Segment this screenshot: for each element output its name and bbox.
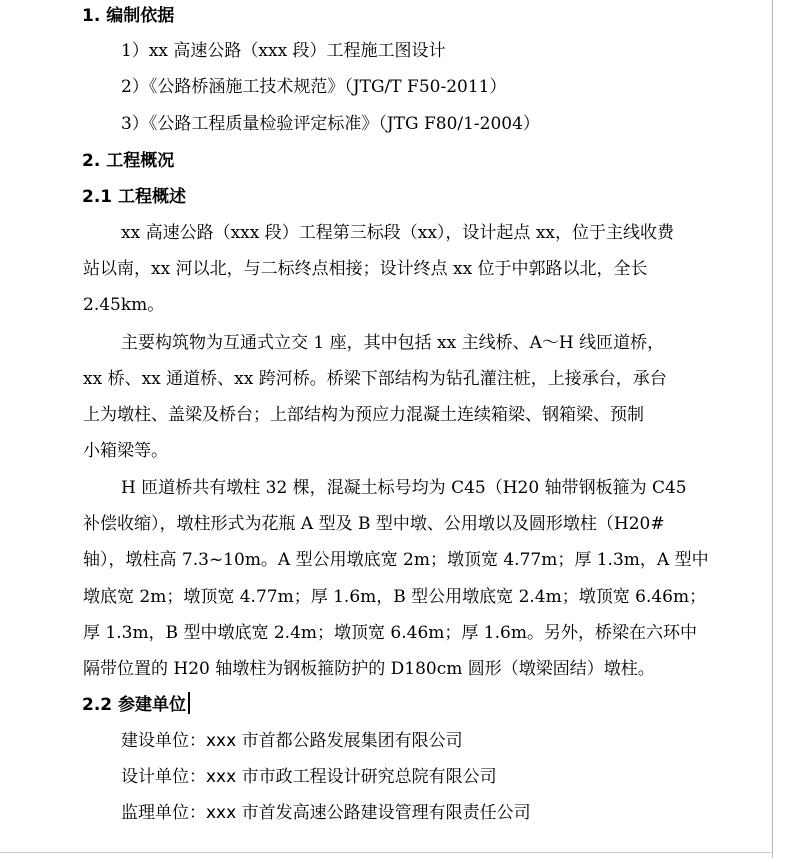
- piers-line-5: 厚 1.3m，B 型中墩底宽 2.4m；墩顶宽 6.46m；厚 1.6m。另外，桥梁在六环中: [83, 623, 697, 643]
- unit-designer: 设计单位：xxx 市市政工程设计研究总院有限公司: [121, 767, 497, 787]
- piers-line-6: 隔带位置的 H20 轴墩柱为钢板箍防护的 D180cm 圆形（墩梁固结）墩柱。: [83, 659, 655, 679]
- piers-line-3: 轴），墩柱高 7.3~10m。A 型公用墩底宽 2m；墩顶宽 4.77m；厚 1.3m，A 型中: [83, 550, 709, 570]
- structures-line-3: 上为墩柱、盖梁及桥台；上部结构为预应力混凝土连续箱梁、钢箱梁、预制: [83, 405, 644, 425]
- heading-1: 1. 编制依据: [82, 6, 175, 26]
- heading-2-2: [82, 692, 190, 717]
- reference-item-1: 1）xx 高速公路（xxx 段）工程施工图设计: [121, 41, 446, 61]
- piers-line-2: 补偿收缩），墩柱形式为花瓶 A 型及 B 型中墩、公用墩以及圆形墩柱（H20#: [83, 514, 665, 534]
- heading-2: 2. 工程概况: [82, 151, 175, 171]
- text-cursor: [188, 692, 190, 714]
- structures-line-2: xx 桥、xx 通道桥、xx 跨河桥。桥梁下部结构为钻孔灌注桩，上接承台，承台: [83, 369, 667, 389]
- heading-2-2-text: 2.2 参建单位: [82, 695, 187, 715]
- reference-item-2: 2）《公路桥涵施工技术规范》（JTG/T F50-2011）: [121, 77, 507, 97]
- overview-line-3: 2.45km。: [83, 295, 165, 315]
- heading-2-1: 2.1 工程概述: [82, 187, 187, 207]
- structures-line-4: 小箱梁等。: [83, 441, 168, 461]
- reference-item-3: 3）《公路工程质量检验评定标准》（JTG F80/1-2004）: [121, 114, 540, 134]
- overview-line-1: xx 高速公路（xxx 段）工程第三标段（xx），设计起点 xx，位于主线收费: [121, 223, 674, 243]
- unit-owner: 建设单位：xxx 市首都公路发展集团有限公司: [121, 731, 463, 751]
- overview-line-2: 站以南，xx 河以北，与二标终点相接；设计终点 xx 位于中郭路以北，全长: [83, 259, 648, 279]
- piers-line-1: H 匝道桥共有墩柱 32 棵，混凝土标号均为 C45（H20 轴带钢板箍为 C45: [121, 478, 687, 498]
- piers-line-4: 墩底宽 2m；墩顶宽 4.77m；厚 1.6m，B 型公用墩底宽 2.4m；墩顶宽 6.46m；: [83, 587, 707, 607]
- structures-line-1: 主要构筑物为互通式立交 1 座，其中包括 xx 主线桥、A～H 线匝道桥，: [121, 333, 665, 353]
- page-bottom-edge: [0, 852, 772, 853]
- unit-supervisor: 监理单位：xxx 市首发高速公路建设管理有限责任公司: [121, 803, 531, 823]
